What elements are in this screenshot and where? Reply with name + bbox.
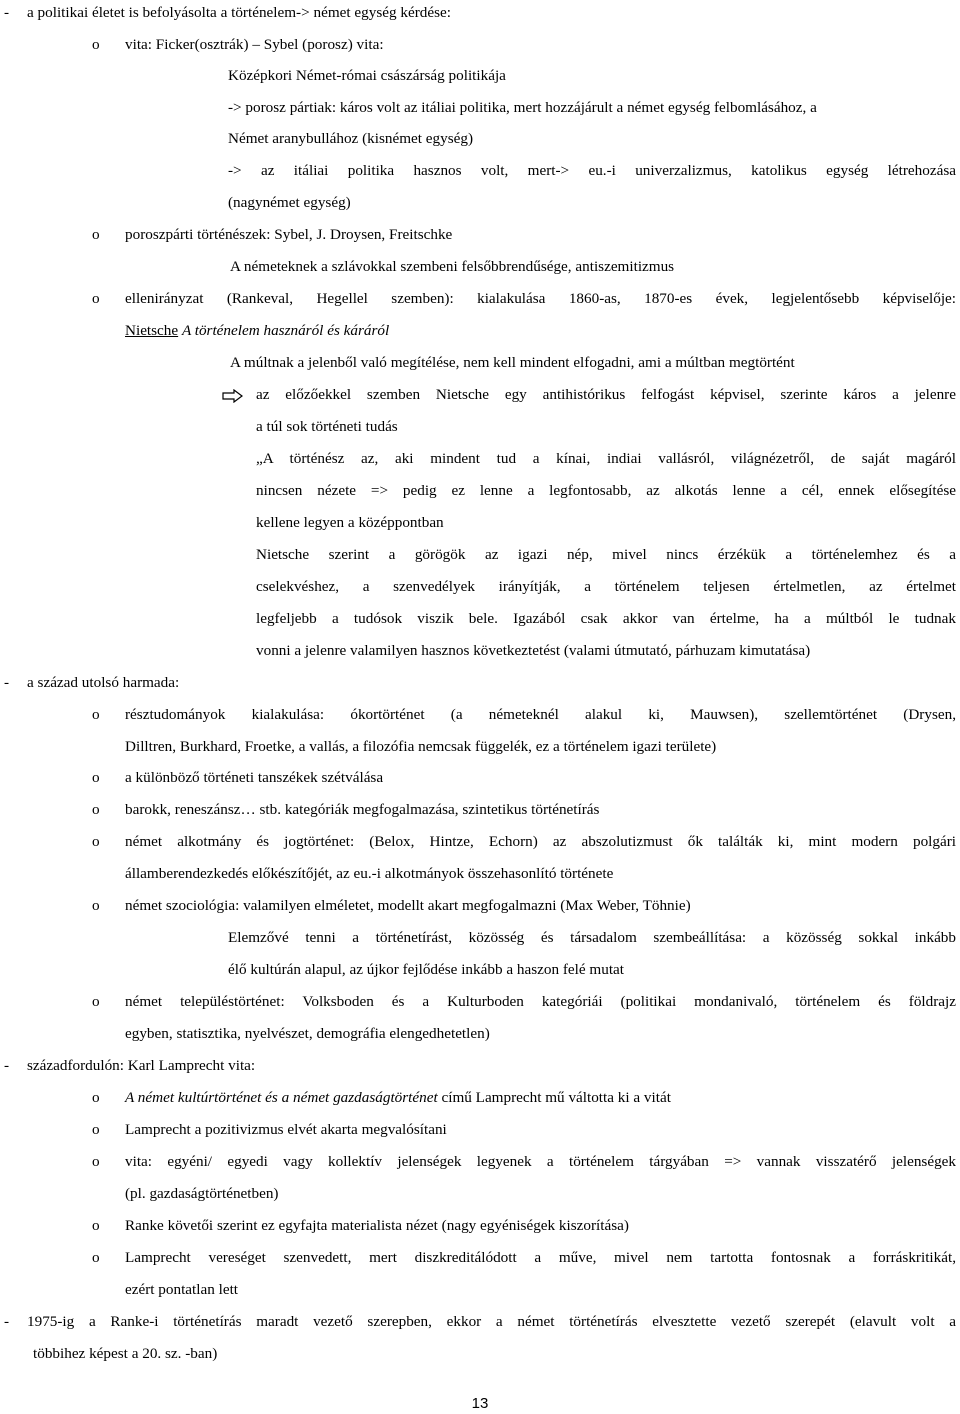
text-line: ezért pontatlan lett: [125, 1281, 239, 1298]
bullet-marker: o: [92, 801, 100, 818]
text-line: „A történész az, aki mindent tud a kínai, indiai vallásról, világnézetről, de saját magáról: [256, 450, 956, 467]
text-line: -> az itáliai politika hasznos volt, mert-> eu.-i univerzalizmus, katolikus egység létrehozása: [228, 162, 956, 179]
bullet-marker: o: [92, 833, 100, 850]
text-line: Lamprecht a pozitivizmus elvét akarta megvalósítani: [125, 1121, 447, 1138]
text-line: nincsen nézete => pedig ez lenne a legfontosabb, az alkotás lenne a cél, ennek elősegítése: [256, 482, 956, 499]
text-line: Középkori Német-római császárság politikája: [228, 67, 506, 84]
page-number: 13: [471, 1395, 489, 1412]
text-line: Lamprecht vereséget szenvedett, mert diszkreditálódott a műve, mivel nem tartotta fontosnak a forráskritikát,: [125, 1249, 956, 1266]
text-line: résztudományok kialakulása: ókortörténet (a németeknél alakul ki, Mauwsen), szellemtörténet (Drysen,: [125, 706, 956, 723]
bullet-marker: o: [92, 36, 100, 53]
text-line: a túl sok történeti tudás: [256, 418, 398, 435]
text-line: egyben, statisztika, nyelvészet, demográfia elengedhetetlen): [125, 1025, 490, 1042]
text-line: ellenirányzat (Rankeval, Hegellel szemben): kialakulása 1860-as, 1870-es évek, legjelentősebb képviselője:: [125, 290, 956, 307]
bullet-marker: o: [92, 1217, 100, 1234]
text-line: az előzőekkel szemben Nietsche egy antihistórikus felfogást képvisel, szerinte káros a jelenre: [256, 386, 956, 403]
text-line: a század utolsó harmada:: [27, 674, 180, 691]
text-line: a különböző történeti tanszékek szétválása: [125, 769, 384, 786]
text-line: 1975-ig a Ranke-i történetírás maradt vezető szerepben, ekkor a német történetírás elvesztette vezető szerepét (elavult volt a: [27, 1313, 956, 1330]
text-line: vita: egyéni/ egyedi vagy kollektív jelenségek legyenek a történelem tárgyában => vannak visszatérő jelenségek: [125, 1153, 956, 1170]
text-line: poroszpárti történészek: Sybel, J. Droysen, Freitschke: [125, 226, 453, 243]
dash-marker: -: [4, 4, 10, 21]
text-line: államberendezkedés előkészítőjét, az eu.-i alkotmányok összehasonlító története: [125, 865, 614, 882]
text-line: német településtörténet: Volksboden és a Kulturboden kategóriái (politikai mondanivaló, történelem és földrajz: [125, 993, 956, 1010]
text-line: Dilltren, Burkhard, Froetke, a vallás, a filozófia nemcsak függelék, ez a történelem igazi területe): [125, 738, 717, 755]
text-line: élő kultúrán alapul, az újkor fejlődése inkább a haszon felé mutat: [228, 961, 624, 978]
text-line: Elemzővé tenni a történetírást, közösség és társadalom szembeállítása: a közösség sokkal inkább: [228, 929, 956, 946]
text-line: A németeknek a szlávokkal szembeni felsőbbrendűsége, antiszemitizmus: [230, 258, 675, 275]
bullet-marker: o: [92, 1249, 100, 1266]
bullet-marker: o: [92, 290, 100, 307]
arrow-right-icon: [222, 389, 244, 403]
text-line: (pl. gazdaságtörténetben): [125, 1185, 279, 1202]
dash-marker: -: [4, 674, 10, 691]
work-title: A történelem hasznáról és káráról: [181, 322, 390, 339]
bullet-marker: o: [92, 1153, 100, 1170]
bullet-marker: o: [92, 706, 100, 723]
text-line: Ranke követői szerint ez egyfajta materialista nézet (nagy egyéniségek kiszorítása): [125, 1217, 629, 1234]
text-line: többihez képest a 20. sz. -ban): [33, 1345, 218, 1362]
text-line: századfordulón: Karl Lamprecht vita:: [27, 1057, 256, 1074]
author-link-text: Nietsche: [125, 322, 179, 339]
text-line: vonni a jelenre valamilyen hasznos következtetést (valami útmutató, párhuzam kimutatása): [256, 642, 811, 659]
bullet-marker: o: [92, 1089, 100, 1106]
text-line: A múltnak a jelenből való megítélése, nem kell mindent elfogadni, ami a múltban megtörtént: [230, 354, 795, 371]
work-title: A német kultúrtörténet és a német gazdaságtörténet: [125, 1089, 438, 1106]
text-line: vita: Ficker(osztrák) – Sybel (porosz) vita:: [125, 36, 384, 53]
dash-marker: -: [4, 1057, 10, 1074]
text-line: német szociológia: valamilyen elméletet, modellt akart megfogalmazni (Max Weber, Töhnie): [125, 897, 691, 914]
text-line: kellene legyen a középpontban: [256, 514, 444, 531]
text-line: Nietsche szerint a görögök az igazi nép, mivel nincs érzékük a történelemhez és a: [256, 546, 956, 563]
text-line: [125, 321, 389, 341]
text-fragment: című Lamprecht mű váltotta ki a vitát: [437, 1089, 671, 1106]
text-line: német alkotmány és jogtörténet: (Belox, Hintze, Echorn) az abszolutizmust ők találták ki, mint modern polgári: [125, 833, 956, 850]
text-line: a politikai életet is befolyásolta a történelem-> német egység kérdése:: [27, 4, 451, 21]
dash-marker: -: [4, 1313, 10, 1330]
text-line: [125, 1088, 671, 1108]
text-line: barokk, reneszánsz… stb. kategóriák megfogalmazása, szintetikus történetírás: [125, 801, 600, 818]
bullet-marker: o: [92, 769, 100, 786]
text-line: cselekvéshez, a szenvedélyek irányítják, a történelem teljesen értelmetlen, az értelmet: [256, 578, 956, 595]
bullet-marker: o: [92, 897, 100, 914]
text-line: -> porosz pártiak: káros volt az itáliai politika, mert hozzájárult a német egység felbomlásához, a: [228, 99, 817, 116]
bullet-marker: o: [92, 1121, 100, 1138]
text-line: legfeljebb a tudósok viszik bele. Igazából csak akkor van értelme, ha a múltból le tudnak: [256, 610, 956, 627]
text-line: (nagynémet egység): [228, 194, 351, 211]
bullet-marker: o: [92, 226, 100, 243]
text-line: Német aranybullához (kisnémet egység): [228, 130, 474, 147]
bullet-marker: o: [92, 993, 100, 1010]
